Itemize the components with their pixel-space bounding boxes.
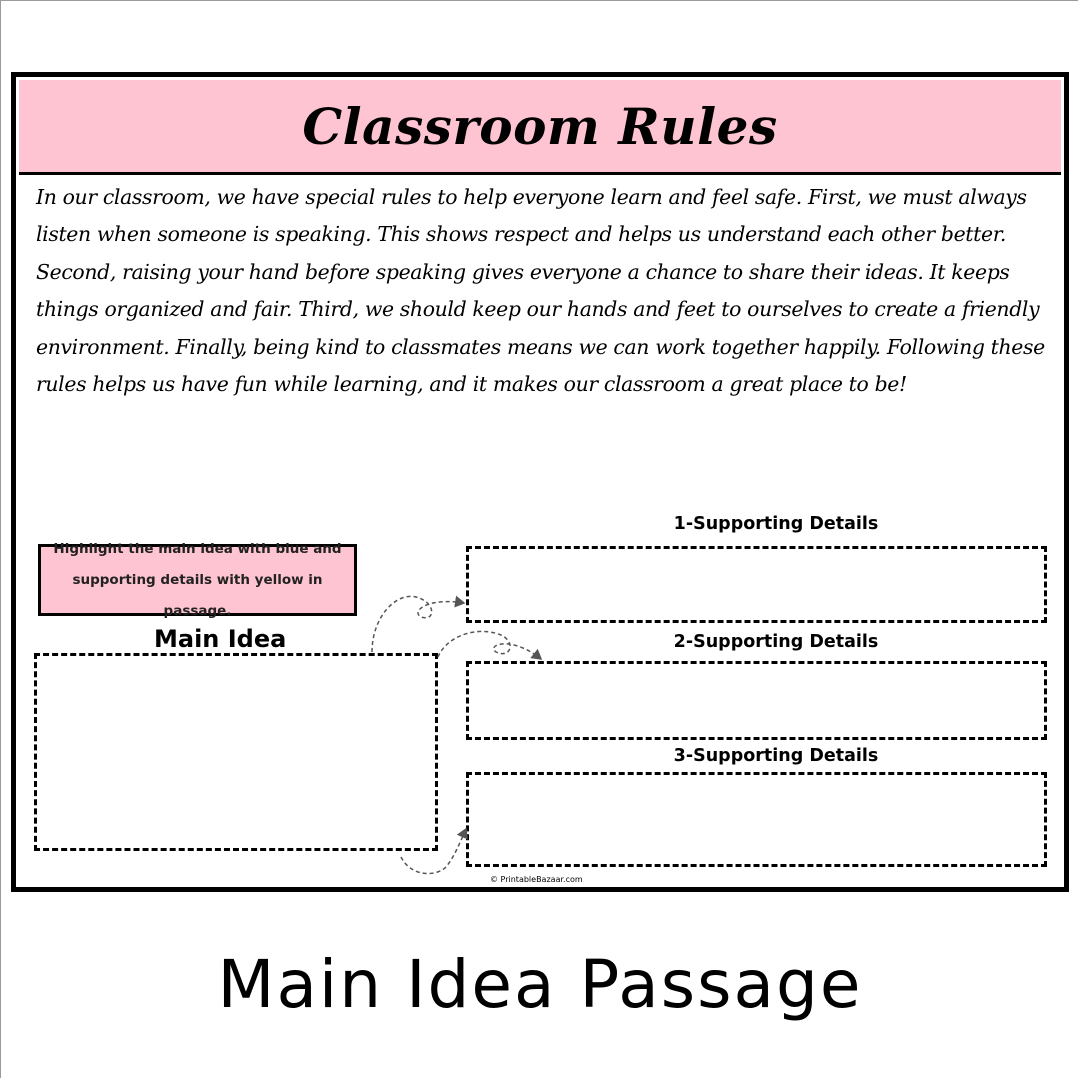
supporting-detail-3-label: 3-Supporting Details	[673, 746, 879, 766]
instruction-box: Highlight the main idea with blue and supporting details with yellow in passage.	[38, 544, 357, 616]
main-idea-label: Main Idea	[154, 625, 287, 653]
worksheet	[11, 72, 1069, 892]
passage-text: In our classroom, we have special rules to help everyone learn and feel safe. First, we must always listen when someone is speaking. This shows respect and helps us understand each other better. Second, raising your hand before speaking gives everyone a chance to share their ideas. It keeps things organized and fair. Third, we should keep our hands and feet to ourselves to create a friendly environment. Finally, being kind to classmates means we can work together happily. Following these rules helps us have fun while learning, and it makes our classroom a great place to be!	[36, 185, 1045, 397]
worksheet-title: Classroom Rules	[302, 96, 778, 156]
supporting-detail-1-box[interactable]	[466, 546, 1047, 623]
supporting-detail-2-label: 2-Supporting Details	[673, 632, 879, 652]
title-bar	[19, 80, 1061, 175]
credit-text: © PrintableBazaar.com	[490, 875, 583, 884]
main-idea-box[interactable]	[34, 653, 438, 851]
arrow-to-detail-1	[372, 596, 464, 652]
supporting-detail-2-box[interactable]	[466, 661, 1047, 740]
supporting-detail-3-box[interactable]	[466, 772, 1047, 867]
supporting-detail-1-label: 1-Supporting Details	[673, 514, 879, 534]
bottom-caption: Main Idea Passage	[217, 946, 863, 1023]
arrow-to-detail-2	[438, 631, 541, 659]
